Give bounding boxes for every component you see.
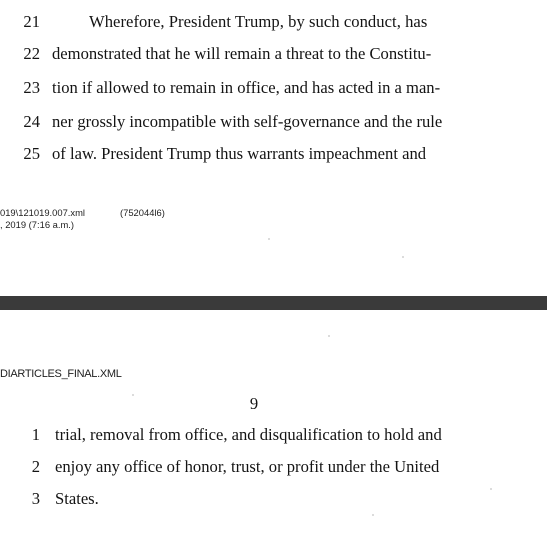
text-line: of law. President Trump thus warrants impeachment and <box>52 144 427 163</box>
line-number: 2 <box>31 457 40 476</box>
line-number: 23 <box>23 78 40 97</box>
line-number: 24 <box>23 112 40 131</box>
text-line: ner grossly incompatible with self-governance and the rule <box>52 112 443 131</box>
line-number: 21 <box>23 12 40 31</box>
text-line: trial, removal from office, and disqualification to hold and <box>55 425 442 444</box>
text-line: Wherefore, President Trump, by such conduct, has <box>89 12 428 31</box>
line-number: 25 <box>23 144 40 163</box>
paper-speck <box>132 394 134 396</box>
text-line: demonstrated that he will remain a threat to the Constitu- <box>52 44 432 63</box>
footer-date: , 2019 (7:16 a.m.) <box>0 219 74 230</box>
header-file-name: DIARTICLES_FINAL.XML <box>0 368 122 380</box>
footer-job-id: (752044l6) <box>120 207 165 218</box>
paper-speck <box>328 335 330 337</box>
line-number: 22 <box>23 44 40 63</box>
page-number: 9 <box>249 394 259 413</box>
paper-speck <box>372 514 374 516</box>
text-line: States. <box>55 489 99 508</box>
line-number: 1 <box>31 425 40 444</box>
text-line: tion if allowed to remain in office, and has acted in a man- <box>52 78 441 97</box>
paper-speck <box>490 488 492 490</box>
paper-speck <box>402 256 404 258</box>
page-separator <box>0 296 547 310</box>
paper-speck <box>268 238 270 240</box>
footer-file-path: 019\121019.007.xml <box>0 207 85 218</box>
text-line: enjoy any office of honor, trust, or profit under the United <box>55 457 440 476</box>
line-number: 3 <box>31 489 40 508</box>
